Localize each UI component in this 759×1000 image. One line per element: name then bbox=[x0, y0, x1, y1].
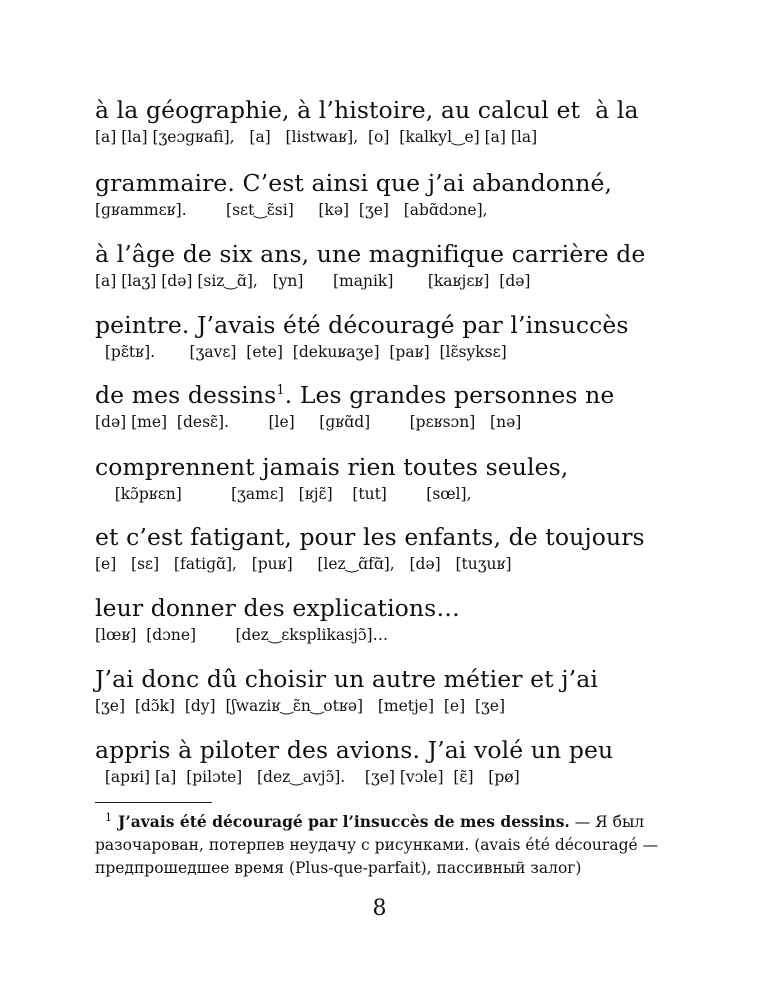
transcription-line-9: [ʒe] [dɔ̃k] [dy] [ʃwaziʁ‿ɛ̃n‿otʁə] [metje] [e] [ʒe] bbox=[95, 697, 505, 715]
footnote-number: 1 bbox=[105, 810, 112, 824]
footnote-reference: 1 bbox=[276, 383, 285, 399]
transcription-line-8: [lœʁ] [dɔne] [dez‿ɛksplikasjɔ̃]… bbox=[95, 626, 389, 644]
footnote-separator bbox=[95, 802, 212, 803]
transcription-line-10: [apʁi] [a] [pilɔte] [dez‿avjɔ̃]. [ʒe] [vɔle] [ɛ̃] [pø] bbox=[95, 768, 520, 786]
transcription-line-2: [ɡʁammɛʁ]. [sɛt‿ɛ̃si] [kə] [ʒe] [abɑ̃dɔne], bbox=[95, 201, 488, 219]
french-line-2: grammaire. C’est ainsi que j’ai abandonné, bbox=[95, 169, 613, 197]
transcription-line-5: [də] [me] [desɛ̃]. [le] [ɡʁɑ̃d] [pɛʁsɔn] [nə] bbox=[95, 413, 522, 431]
french-line-4: peintre. J’avais été découragé par l’insuccès bbox=[95, 311, 629, 339]
transcription-line-1: [a] [la] [ʒeɔɡʁafi], [a] [listwaʁ], [o] [kalkyl‿e] [a] [la] bbox=[95, 128, 538, 146]
french-line-3: à l’âge de six ans, une magnifique carrière de bbox=[95, 240, 646, 268]
french-line-10: appris à piloter des avions. J’ai volé un peu bbox=[95, 736, 614, 764]
page-number: 8 bbox=[372, 896, 387, 921]
french-line-9: J’ai donc dû choisir un autre métier et j’ai bbox=[95, 665, 598, 693]
french-line-1: à la géographie, à l’histoire, au calcul et à la bbox=[95, 96, 639, 124]
transcription-line-4: [pɛ̃tʁ]. [ʒavɛ] [ete] [dekuʁaʒe] [paʁ] [lɛ̃syksɛ] bbox=[95, 343, 507, 361]
french-line-7: et c’est fatigant, pour les enfants, de toujours bbox=[95, 523, 645, 551]
transcription-line-7: [e] [sɛ] [fatiɡɑ̃], [puʁ] [lez‿ɑ̃fɑ̃], [də] [tuʒuʁ] bbox=[95, 555, 512, 573]
footnote bbox=[95, 810, 675, 880]
transcription-line-3: [a] [laʒ] [də] [siz‿ɑ̃], [yn] [maɲik] [kaʁjɛʁ] [də] bbox=[95, 272, 531, 290]
transcription-line-6: [kɔ̃pʁɛn] [ʒamɛ] [ʁjɛ̃] [tut] [sœl], bbox=[95, 485, 472, 503]
french-line-6: comprennent jamais rien toutes seules, bbox=[95, 453, 569, 481]
french-line-5-end: . Les grandes personnes ne bbox=[284, 381, 615, 409]
french-line-5 bbox=[95, 381, 614, 409]
footnote-quote: J’avais été découragé par l’insuccès de mes dessins. bbox=[118, 812, 570, 831]
footnote-translation: — Я был разочарован, потерпев неудачу с рисунками. (avais été découragé — предпрошедшее время (Plus-que-parfait), пассивный залог) bbox=[95, 813, 659, 877]
french-line-5-start: de mes dessins bbox=[95, 381, 277, 409]
french-line-8: leur donner des explications… bbox=[95, 594, 460, 622]
